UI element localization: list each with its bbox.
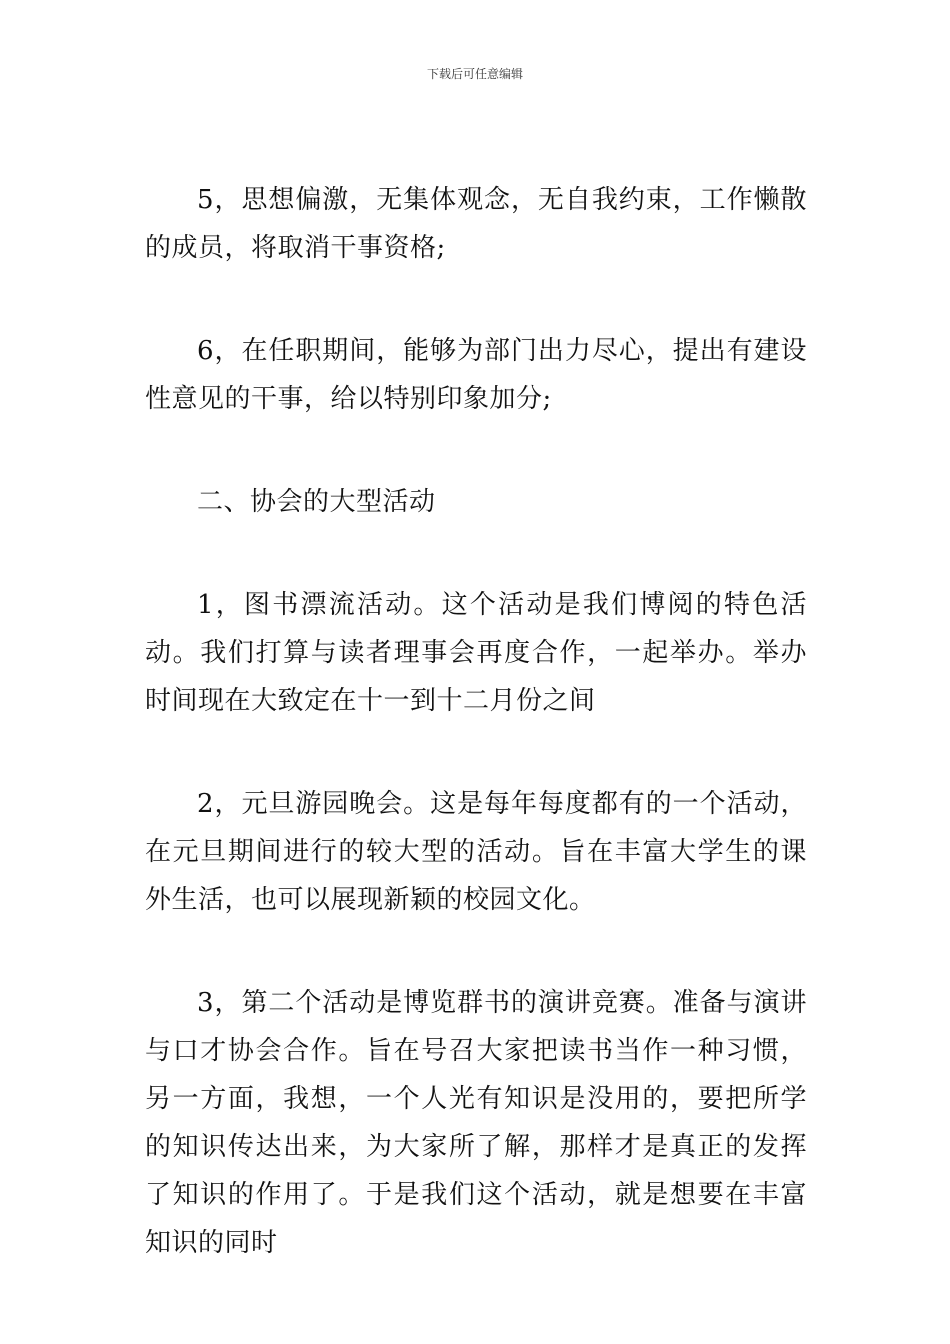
paragraph-item-6: 6，在任职期间，能够为部门出力尽心，提出有建设性意见的干事，给以特别印象加分; [145,336,807,414]
page-header: 下载后可任意编辑 [426,67,523,81]
paragraph-item-5: 5，思想偏激，无集体观念，无自我约束，工作懒散的成员，将取消干事资格; [145,185,807,263]
paragraph-activity-1: 1，图书漂流活动。这个活动是我们博阅的特色活动。我们打算与读者理事会再度合作，一起举办。举办时间现在大致定在十一到十二月份之间 [145,590,807,716]
paragraph-activity-3: 3，第二个活动是博览群书的演讲竞赛。准备与演讲与口才协会合作。旨在号召大家把读书当作一种习惯，另一方面，我想，一个人光有知识是没用的，要把所学的知识传达出来，为大家所了解，那样才是真正的发挥了知识的作用了。于是我们这个活动，就是想要在丰富知识的同时 [145,988,807,1258]
section-heading: 二、协会的大型活动 [197,487,436,517]
paragraph-activity-2: 2，元旦游园晚会。这是每年每度都有的一个活动，在元旦期间进行的较大型的活动。旨在丰富大学生的课外生活，也可以展现新颖的校园文化。 [145,789,807,915]
document-body [145,176,807,1267]
